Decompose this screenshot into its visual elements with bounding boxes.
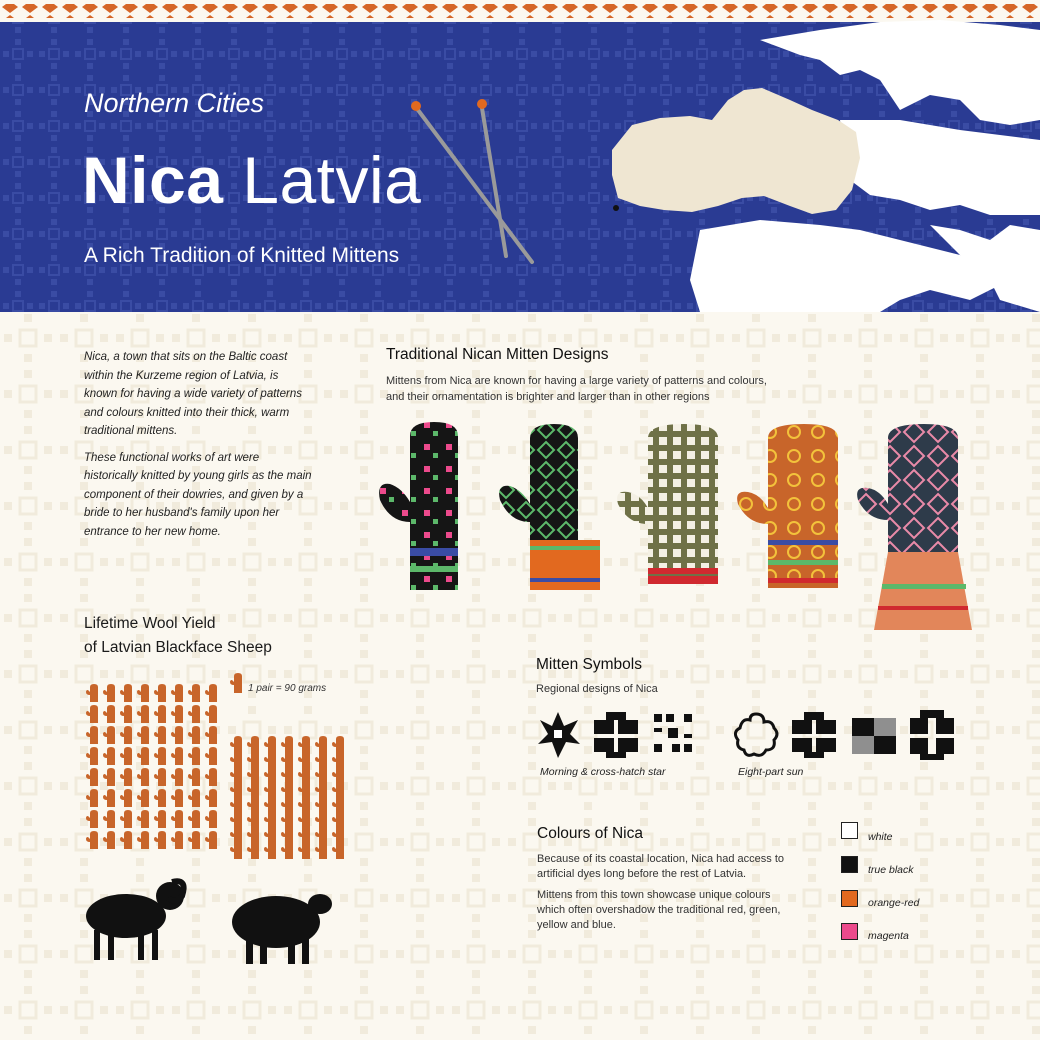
- cross-pattern-icon: [654, 714, 692, 752]
- mitten-pair-icon: [205, 768, 217, 786]
- colours-paragraph-1: Because of its coastal location, Nica had access to artificial dyes long before the rest of Latvia.: [537, 853, 785, 880]
- swatch-label-magenta: magenta: [868, 930, 909, 942]
- mitten-pair-icon: [188, 684, 200, 702]
- cross-hatch-star-icon: [594, 712, 638, 758]
- mitten-pair-icon: [86, 684, 98, 702]
- mitten-pair-icon: [86, 705, 98, 723]
- mitten-pair-icon: [103, 747, 115, 765]
- mitten-illustration: [614, 420, 724, 588]
- mitten-pair-icon: [137, 789, 149, 807]
- colours-description: [537, 852, 797, 939]
- mitten-pair-icon: [154, 768, 166, 786]
- designs-description: Mittens from Nica are known for having a large variety of patterns and colours, and their ornamentation is brighter and larger than in other regions: [386, 375, 767, 403]
- mitten-pair-icon: [264, 841, 276, 859]
- mitten-pair-icon: [137, 810, 149, 828]
- mitten-pair-icon: [230, 841, 242, 859]
- colours-title: Colours of Nica: [537, 825, 643, 842]
- mitten-pair-icon: [154, 726, 166, 744]
- ram-icon: [86, 881, 184, 960]
- ewe-icon: [232, 894, 332, 964]
- swatch-label-true-black: true black: [868, 864, 914, 876]
- mitten-pair-icon: [103, 789, 115, 807]
- mitten-pair-icon: [137, 831, 149, 849]
- mitten-pair-icon: [120, 726, 132, 744]
- mitten-pair-icon: [188, 810, 200, 828]
- title-light: Latvia: [242, 143, 422, 217]
- mitten-pair-icon: [171, 768, 183, 786]
- title-bold: Nica: [82, 143, 224, 217]
- mitten-pair-icon: [188, 705, 200, 723]
- page-title: [82, 142, 421, 218]
- mitten-pair-icon: [120, 768, 132, 786]
- wool-title-line-1: Lifetime Wool Yield: [84, 615, 216, 632]
- mitten-pair-icon: [205, 747, 217, 765]
- mitten-pair-icon: [86, 726, 98, 744]
- mitten-pair-icon: [171, 789, 183, 807]
- wool-yield-pictogram: [80, 680, 360, 860]
- mitten-pair-icon: [120, 705, 132, 723]
- mitten-pair-icon: [281, 841, 293, 859]
- intro-paragraph-1: Nica, a town that sits on the Baltic coast within the Kurzeme region of Latvia, is known for having a wide variety of patterns and colours knitted into their thick, warm traditional mittens.: [84, 351, 302, 437]
- mitten-illustration: [854, 420, 974, 632]
- symbols-title: Mitten Symbols: [536, 656, 642, 673]
- mitten-pair-icon: [188, 726, 200, 744]
- mitten-pair-icon: [171, 726, 183, 744]
- designs-title: Traditional Nican Mitten Designs: [386, 346, 609, 363]
- mitten-pair-icon: [120, 831, 132, 849]
- mitten-pair-icon: [86, 810, 98, 828]
- intro-text: [84, 348, 314, 549]
- mitten-pair-icon: [188, 831, 200, 849]
- mitten-pair-icon: [188, 789, 200, 807]
- wool-title: [84, 612, 272, 660]
- header-kicker: Northern Cities: [84, 88, 265, 118]
- swatch-label-orange-red: orange-red: [868, 897, 920, 909]
- mitten-pair-icon: [171, 831, 183, 849]
- symbol-group-sun: [734, 710, 964, 762]
- mitten-pair-icon: [137, 747, 149, 765]
- swatch-orange-red: [841, 890, 858, 907]
- mitten-pair-icon: [120, 789, 132, 807]
- mitten-pair-icon: [154, 705, 166, 723]
- mitten-pair-icon: [103, 831, 115, 849]
- mitten-pair-icon: [154, 810, 166, 828]
- mitten-pair-icon: [86, 747, 98, 765]
- mitten-pair-icon: [315, 841, 327, 859]
- mitten-pair-icon: [205, 684, 217, 702]
- eight-part-sun-outline-icon: [735, 714, 777, 755]
- mitten-illustration: [734, 420, 844, 592]
- mitten-pair-icon: [137, 705, 149, 723]
- mitten-pair-icon: [86, 768, 98, 786]
- swatch-true-black: [841, 856, 858, 873]
- mitten-illustration: [496, 420, 606, 592]
- colours-paragraph-2: Mittens from this town showcase unique colours which often overshadow the traditional red, green, yellow and blue.: [537, 889, 781, 931]
- symbol-group-morning-star: [536, 710, 716, 762]
- wool-title-line-2: of Latvian Blackface Sheep: [84, 639, 272, 656]
- mitten-pair-icon: [103, 726, 115, 744]
- mitten-pair-icon: [86, 789, 98, 807]
- mitten-pair-icon: [298, 841, 310, 859]
- mitten-pair-icon: [103, 705, 115, 723]
- symbol-group-2-label: Eight-part sun: [738, 766, 804, 778]
- page-subtitle: A Rich Tradition of Knitted Mittens: [84, 244, 400, 267]
- mitten-pair-icon: [247, 841, 259, 859]
- mitten-pair-icon: [171, 747, 183, 765]
- mitten-pair-icon: [171, 810, 183, 828]
- morning-star-icon: [538, 712, 580, 758]
- mitten-pair-icon: [205, 810, 217, 828]
- mitten-pair-icon: [205, 726, 217, 744]
- mitten-pair-icon: [154, 747, 166, 765]
- mitten-pair-icon: [205, 705, 217, 723]
- mitten-pair-icon: [137, 726, 149, 744]
- mitten-pair-icon: [154, 789, 166, 807]
- swatch-white: [841, 822, 858, 839]
- mitten-pair-icon: [120, 684, 132, 702]
- intro-paragraph-2: These functional works of art were historically knitted by young girls as the main component of their dowries, and given by a bride to her husband's family upon her entrance to her new home.: [84, 451, 312, 538]
- mitten-pair-icon: [120, 747, 132, 765]
- mitten-pair-icon: [171, 705, 183, 723]
- mitten-pair-icon: [120, 810, 132, 828]
- swatch-label-white: white: [868, 831, 893, 843]
- mitten-pair-icon: [103, 684, 115, 702]
- eight-part-sun-grey-icon: [852, 718, 896, 754]
- header-banner: [0, 0, 1040, 312]
- sheep-illustrations: [76, 868, 346, 968]
- eight-part-sun-cross-icon: [910, 710, 954, 760]
- mitten-pair-icon: [137, 684, 149, 702]
- symbol-group-1-label: Morning & cross-hatch star: [540, 766, 666, 778]
- mitten-pair-icon: [137, 768, 149, 786]
- mitten-pair-icon: [188, 768, 200, 786]
- mitten-pair-icon: [332, 841, 344, 859]
- mitten-illustration: [376, 418, 486, 593]
- mitten-pair-icon: [154, 831, 166, 849]
- mitten-pair-icon: [205, 789, 217, 807]
- mitten-pair-icon: [205, 831, 217, 849]
- eight-part-sun-black-icon: [792, 712, 836, 758]
- mitten-pair-icon: [103, 768, 115, 786]
- wool-legend: 1 pair = 90 grams: [248, 683, 327, 694]
- mitten-pair-icon: [188, 747, 200, 765]
- mitten-pair-icon: [86, 831, 98, 849]
- swatch-magenta: [841, 923, 858, 940]
- mitten-pair-icon: [103, 810, 115, 828]
- mitten-pair-icon: [171, 684, 183, 702]
- symbols-description: Regional designs of Nica: [536, 683, 658, 695]
- mitten-pair-icon: [154, 684, 166, 702]
